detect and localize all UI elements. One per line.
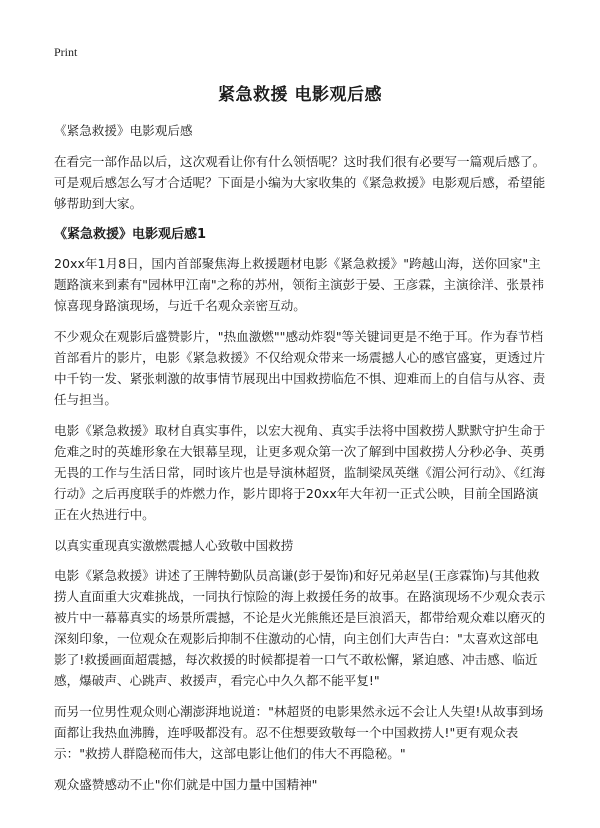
article-paragraph: 20xx年1月8日，国内首部聚焦海上救援题材电影《紧急救援》"跨越山海，送你回家"主题路演来到素有"园林甲江南"之称的苏州，领衔主演彭于晏、王彦霖，主演徐洋、张景祎惊喜现身路演现场，与近千名观众亲密互动。 bbox=[54, 256, 545, 313]
print-link[interactable]: Print bbox=[54, 45, 78, 59]
page-title: 紧急救援 电影观后感 bbox=[218, 85, 382, 105]
article-subheading: 以真实重现真实激燃震撼人心致敬中国救捞 bbox=[54, 538, 294, 553]
article-paragraph: 不少观众在观影后盛赞影片，"热血激燃""感动炸裂"等关键词更是不绝于耳。作为春节档首部看片的影片，电影《紧急救援》不仅给观众带来一场震撼人心的感官盛宴，更透过片中千钧一发、紧张刺激的故事情节展现出中国救捞临危不惧、迎难而上的自信与从容、责任与担当。 bbox=[54, 329, 546, 407]
article-paragraph: 而另一位男性观众则心潮澎湃地说道："林超贤的电影果然永远不会让人失望!从故事到场面都让我热血沸腾，连呼吸都没有。忍不住想要致敬每一个中国救捞人!"更有观众表示："救捞人群隐秘而伟大，这部电影让他们的伟大不再隐秘。" bbox=[54, 704, 544, 761]
article-paragraph: 电影《紧急救援》讲述了王牌特勤队员高谦(彭于晏饰)和好兄弟赵呈(王彦霖饰)与其他救捞人直面重大灾难挑战，一同执行惊险的海上救援任务的故事。在路演现场不少观众表示被片中一幕幕真实的场景所震撼，不论是火光熊熊还是巨浪滔天，都带给观众难以磨灭的深刻印象，一位观众在观影后抑制不住激动的心情，向主创们大声告白："太喜欢这部电影了!救援画面超震撼，每次救援的时候都提着一口气不敢松懈，紧迫感、冲击感、临近感，爆破声、心跳声、救援声，看完心中久久都不能平复!" bbox=[54, 568, 546, 688]
article-paragraph: 电影《紧急救援》取材自真实事件，以宏大视角、真实手法将中国救捞人默默守护生命于危难之时的英雄形象在大银幕呈现，让更多观众第一次了解到中国救捞人分秒必争、英勇无畏的工作与生活日常，同时该片也是导演林超贤，监制梁凤英继《湄公河行动》、《红海行动》之后再度联手的炸燃力作，影片即将于20xx年大年初一正式公映，目前全国路演正在火热进行中。 bbox=[54, 423, 546, 522]
section-heading: 《紧急救援》电影观后感1 bbox=[54, 227, 207, 242]
article-body bbox=[54, 120, 550, 805]
article-paragraph: 在看完一部作品以后，这次观看让你有什么领悟呢？这时我们很有必要写一篇观后感了。可是观后感怎么写才合适呢？下面是小编为大家收集的《紧急救援》电影观后感，希望能够帮助到大家。 bbox=[54, 154, 546, 211]
article-intro-heading: 《紧急救援》电影观后感 bbox=[54, 123, 193, 138]
article-subheading: 观众盛赞感动不止"你们就是中国力量中国精神" bbox=[54, 777, 318, 792]
